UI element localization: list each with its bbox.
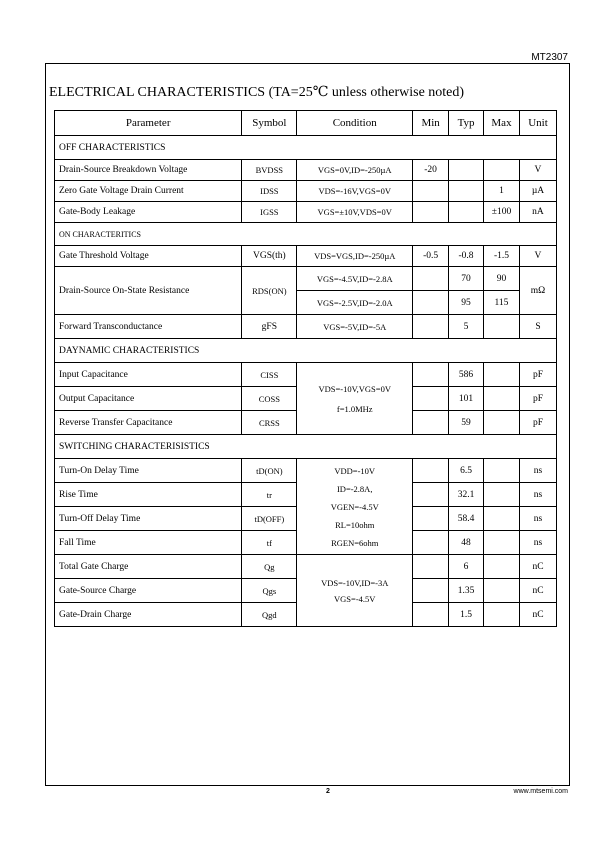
condition-line: VDD=-10V [334, 465, 376, 476]
condition: VGS=-4.5V,ID=-2.8A [297, 267, 413, 291]
unit: S [519, 315, 556, 339]
col-parameter: Parameter [55, 111, 242, 136]
max [484, 160, 520, 181]
unit: nA [519, 202, 556, 223]
table-row [55, 315, 557, 339]
condition: VGS=-2.5V,ID=-2.0A [297, 291, 413, 315]
symbol: tr [242, 483, 297, 507]
unit: V [519, 246, 556, 267]
param: Output Capacitance [55, 387, 242, 411]
typ: 1.35 [449, 579, 484, 603]
unit: nC [519, 579, 556, 603]
unit: pF [519, 363, 556, 387]
condition: VGS=-5V,ID=-5A [297, 315, 413, 339]
param: Forward Transconductance [55, 315, 242, 339]
symbol: CRSS [242, 411, 297, 435]
max: 90 [484, 267, 520, 291]
symbol: CISS [242, 363, 297, 387]
unit: ns [519, 531, 556, 555]
condition [297, 363, 413, 435]
typ [449, 181, 484, 202]
table-row [55, 267, 557, 291]
param: Zero Gate Voltage Drain Current [55, 181, 242, 202]
condition-line: VGEN=-4.5V [330, 501, 379, 512]
unit: ns [519, 483, 556, 507]
col-typ: Typ [449, 111, 484, 136]
typ [449, 160, 484, 181]
param: Turn-On Delay Time [55, 459, 242, 483]
typ: 586 [449, 363, 484, 387]
table-row [55, 555, 557, 579]
max: 1 [484, 181, 520, 202]
typ: 32.1 [449, 483, 484, 507]
table-row [55, 246, 557, 267]
frame-bottom-rule [45, 785, 569, 786]
symbol: IGSS [242, 202, 297, 223]
condition-line: RL=10ohm [335, 519, 375, 530]
condition: VDS=VGS,ID=-250µA [297, 246, 413, 267]
condition [297, 555, 413, 627]
unit: nC [519, 603, 556, 627]
condition [297, 459, 413, 555]
min [413, 181, 449, 202]
section-switching: SWITCHING CHARACTERISISTICS [55, 435, 557, 459]
unit: ns [519, 459, 556, 483]
symbol: COSS [242, 387, 297, 411]
typ: 59 [449, 411, 484, 435]
max: -1.5 [484, 246, 520, 267]
min: -0.5 [413, 246, 449, 267]
param: Reverse Transfer Capacitance [55, 411, 242, 435]
section-title: ELECTRICAL CHARACTERISTICS (TA=25℃ unless otherwise noted) [49, 85, 465, 100]
symbol: Qgd [242, 603, 297, 627]
typ: 58.4 [449, 507, 484, 531]
typ: 48 [449, 531, 484, 555]
symbol: RDS(ON) [242, 267, 297, 315]
max: ±100 [484, 202, 520, 223]
param: Rise Time [55, 483, 242, 507]
min [413, 202, 449, 223]
page-number: 2 [326, 788, 330, 795]
typ: 1.5 [449, 603, 484, 627]
symbol: tf [242, 531, 297, 555]
param: Drain-Source Breakdown Voltage [55, 160, 242, 181]
section-on: ON CHARACTERITICS [55, 223, 557, 246]
table-row [55, 160, 557, 181]
col-symbol: Symbol [242, 111, 297, 136]
table-row [55, 363, 557, 387]
typ [449, 202, 484, 223]
table-row [55, 459, 557, 483]
col-min: Min [413, 111, 449, 136]
param: Drain-Source On-State Resistance [55, 267, 242, 315]
symbol: BVDSS [242, 160, 297, 181]
typ: 5 [449, 315, 484, 339]
typ: 6 [449, 555, 484, 579]
param: Input Capacitance [55, 363, 242, 387]
section-dynamic: DAYNAMIC CHARACTERISTICS [55, 339, 557, 363]
symbol: Qg [242, 555, 297, 579]
param: Turn-Off Delay Time [55, 507, 242, 531]
symbol: tD(ON) [242, 459, 297, 483]
param: Total Gate Charge [55, 555, 242, 579]
param: Gate-Body Leakage [55, 202, 242, 223]
unit: mΩ [519, 267, 556, 315]
param: Gate-Source Charge [55, 579, 242, 603]
symbol: gFS [242, 315, 297, 339]
min: -20 [413, 160, 449, 181]
col-unit: Unit [519, 111, 556, 136]
col-max: Max [484, 111, 520, 136]
typ: 101 [449, 387, 484, 411]
param: Gate Threshold Voltage [55, 246, 242, 267]
condition-line: RGEN=6ohm [331, 537, 379, 548]
condition-line: VDS=-10V,ID=-3A [321, 577, 389, 588]
symbol: IDSS [242, 181, 297, 202]
unit: µA [519, 181, 556, 202]
table-row [55, 181, 557, 202]
condition: VGS=±10V,VDS=0V [297, 202, 413, 223]
unit: V [519, 160, 556, 181]
unit: ns [519, 507, 556, 531]
condition-line: ID=-2.8A, [336, 483, 373, 494]
unit: nC [519, 555, 556, 579]
part-number: MT2307 [531, 52, 568, 63]
typ: 70 [449, 267, 484, 291]
typ: 6.5 [449, 459, 484, 483]
condition-line: f=1.0MHz [336, 403, 373, 414]
condition: VDS=-16V,VGS=0V [297, 181, 413, 202]
param: Fall Time [55, 531, 242, 555]
electrical-characteristics-table [54, 110, 557, 627]
section-off: OFF CHARACTERISTICS [55, 136, 557, 160]
table-row [55, 202, 557, 223]
unit: pF [519, 387, 556, 411]
unit: pF [519, 411, 556, 435]
condition-line: VDS=-10V,VGS=0V [318, 383, 391, 394]
condition-line: VGS=-4.5V [334, 593, 376, 604]
symbol: Qgs [242, 579, 297, 603]
typ: 95 [449, 291, 484, 315]
typ: -0.8 [449, 246, 484, 267]
col-condition: Condition [297, 111, 413, 136]
param: Gate-Drain Charge [55, 603, 242, 627]
condition: VGS=0V,ID=-250µA [297, 160, 413, 181]
website-link[interactable]: www.mtsemi.com [513, 788, 568, 795]
symbol: VGS(th) [242, 246, 297, 267]
max: 115 [484, 291, 520, 315]
table-header-row [55, 111, 557, 136]
symbol: tD(OFF) [242, 507, 297, 531]
